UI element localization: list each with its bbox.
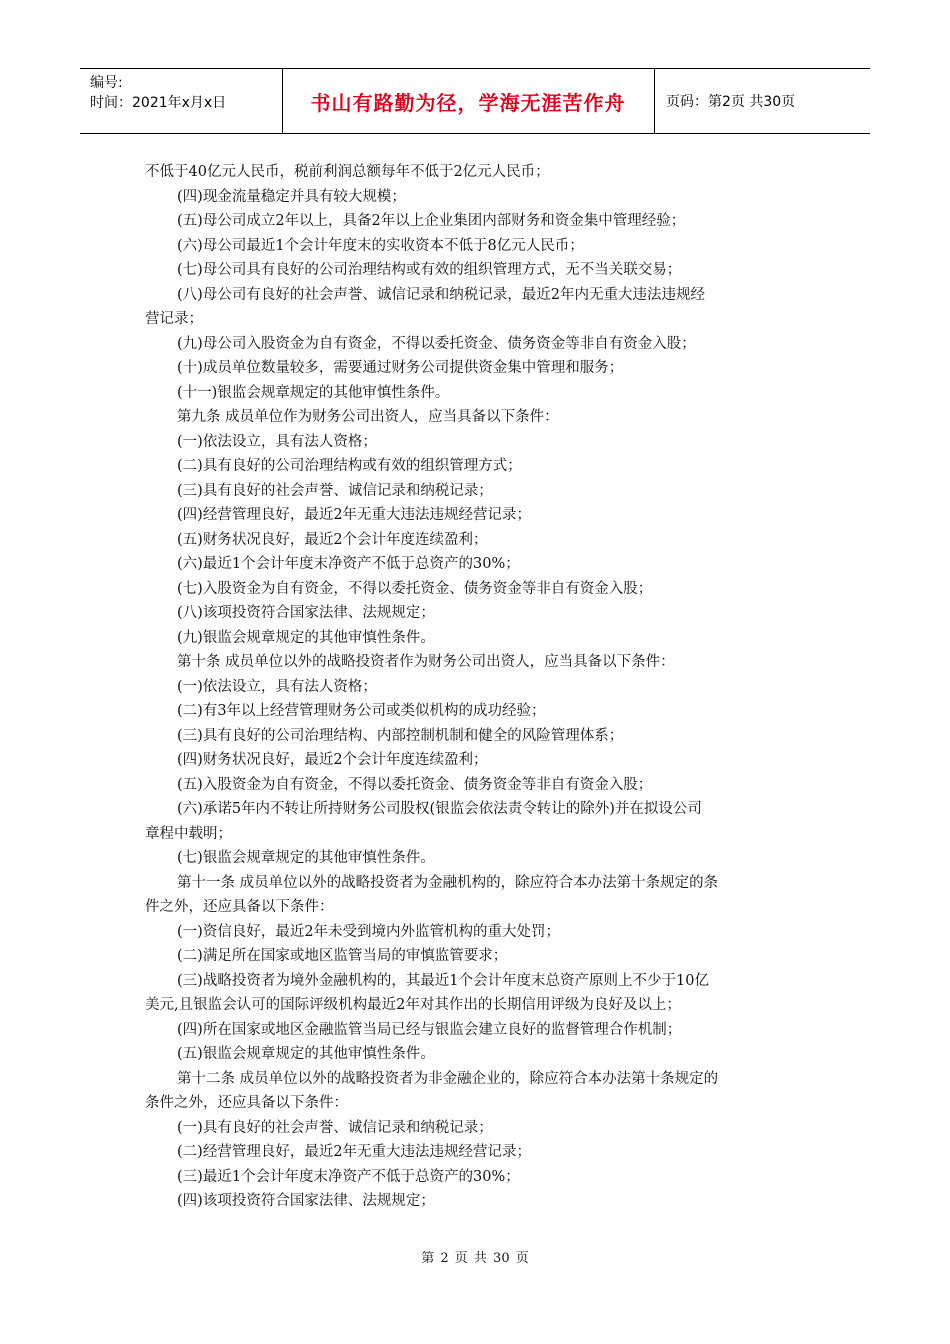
body-paragraph: (三)具有良好的公司治理结构、内部控制机制和健全的风险管理体系； bbox=[177, 727, 624, 744]
body-paragraph: (三)具有良好的社会声誉、诚信记录和纳税记录； bbox=[177, 482, 493, 499]
body-paragraph: (七)母公司具有良好的公司治理结构或有效的组织管理方式，无不当关联交易； bbox=[177, 262, 682, 278]
body-paragraph: 第十二条 成员单位以外的战略投资者为非金融企业的，除应符合本办法第十条规定的 bbox=[177, 1070, 719, 1087]
body-paragraph: (六)最近1个会计年度末净资产不低于总资产的30%； bbox=[177, 556, 520, 572]
header-page-info: 页码：第2页 共30页 bbox=[666, 94, 796, 110]
body-paragraph: (八)母公司有良好的社会声誉、诚信记录和纳税记录，最近2年内无重大违法违规经 bbox=[177, 286, 706, 303]
body-paragraph: (一)依法设立，具有法人资格； bbox=[177, 433, 377, 450]
body-paragraph: (五)母公司成立2年以上，具备2年以上企业集团内部财务和资金集中管理经验； bbox=[177, 213, 686, 229]
body-paragraph: (九)母公司入股资金为自有资金，不得以委托资金、债务资金等非自有资金入股； bbox=[177, 335, 696, 352]
body-paragraph: (三)最近1个会计年度末净资产不低于总资产的30%； bbox=[177, 1168, 520, 1185]
page-header bbox=[80, 68, 870, 134]
body-paragraph: (五)银监会规章规定的其他审慎性条件。 bbox=[177, 1046, 435, 1062]
page-footer: 第 2 页 共 30 页 bbox=[421, 1251, 529, 1266]
body-paragraph: 条件之外，还应具备以下条件： bbox=[145, 1095, 348, 1111]
body-paragraph: (五)财务状况良好，最近2个会计年度连续盈利； bbox=[177, 531, 488, 548]
body-paragraph: 第九条 成员单位作为财务公司出资人，应当具备以下条件： bbox=[177, 409, 559, 425]
body-paragraph: (一)具有良好的社会声誉、诚信记录和纳税记录； bbox=[177, 1119, 493, 1136]
body-paragraph: (一)资信良好，最近2年未受到境内外监管机构的重大处罚； bbox=[177, 923, 561, 940]
body-paragraph: (三)战略投资者为境外金融机构的，其最近1个会计年度末总资产原则上不少于10亿 bbox=[177, 972, 709, 989]
body-paragraph: (四)经营管理良好，最近2年无重大违法违规经营记录； bbox=[177, 507, 532, 523]
body-paragraph: (七)银监会规章规定的其他审慎性条件。 bbox=[177, 850, 435, 866]
body-paragraph: (六)母公司最近1个会计年度末的实收资本不低于8亿元人民币； bbox=[177, 237, 584, 254]
body-paragraph: (六)承诺5年内不转让所持财务公司股权(银监会依法责令转让的除外)并在拟设公司 bbox=[177, 801, 702, 817]
body-paragraph: (二)经营管理良好，最近2年无重大违法违规经营记录； bbox=[177, 1144, 532, 1160]
body-paragraph: 第十一条 成员单位以外的战略投资者为金融机构的，除应符合本办法第十条规定的条 bbox=[177, 874, 719, 891]
body-paragraph: (二)满足所在国家或地区监管当局的审慎监管要求； bbox=[177, 948, 508, 964]
header-divider-right bbox=[654, 69, 655, 133]
body-paragraph: (八)该项投资符合国家法律、法规规定； bbox=[177, 605, 435, 621]
body-paragraph: (十一)银监会规章规定的其他审慎性条件。 bbox=[177, 384, 450, 401]
document-date: 时间：2021年x月x日 bbox=[90, 95, 227, 111]
body-paragraph: (一)依法设立，具有法人资格； bbox=[177, 678, 377, 695]
body-paragraph: 第十条 成员单位以外的战略投资者作为财务公司出资人，应当具备以下条件： bbox=[177, 654, 675, 670]
body-paragraph: (十)成员单位数量较多，需要通过财务公司提供资金集中管理和服务； bbox=[177, 360, 624, 376]
body-paragraph: (四)该项投资符合国家法律、法规规定； bbox=[177, 1193, 435, 1209]
body-paragraph: (二)具有良好的公司治理结构或有效的组织管理方式； bbox=[177, 458, 522, 474]
body-paragraph: 不低于40亿元人民币，税前利润总额每年不低于2亿元人民币； bbox=[145, 164, 550, 180]
body-paragraph: 营记录； bbox=[145, 311, 203, 327]
body-paragraph: (七)入股资金为自有资金，不得以委托资金、债务资金等非自有资金入股； bbox=[177, 580, 653, 597]
body-paragraph: (四)财务状况良好，最近2个会计年度连续盈利； bbox=[177, 752, 488, 768]
body-paragraph: (九)银监会规章规定的其他审慎性条件。 bbox=[177, 629, 435, 646]
body-paragraph: (二)有3年以上经营管理财务公司或类似机构的成功经验； bbox=[177, 703, 546, 719]
header-meta bbox=[90, 73, 226, 113]
body-paragraph: (五)入股资金为自有资金，不得以委托资金、债务资金等非自有资金入股； bbox=[177, 776, 653, 793]
body-paragraph: 美元,且银监会认可的国际评级机构最近2年对其作出的长期信用评级为良好及以上； bbox=[145, 997, 681, 1013]
body-paragraph: (四)现金流量稳定并具有较大规模； bbox=[177, 188, 406, 205]
header-motto: 书山有路勤为径，学海无涯苦作舟 bbox=[310, 90, 626, 115]
body-paragraph: (四)所在国家或地区金融监管当局已经与银监会建立良好的监督管理合作机制； bbox=[177, 1021, 682, 1038]
document-number-label: 编号: bbox=[90, 75, 123, 91]
document-body bbox=[145, 160, 815, 1214]
body-paragraph: 件之外，还应具备以下条件： bbox=[145, 899, 334, 915]
body-paragraph: 章程中载明； bbox=[145, 825, 232, 842]
